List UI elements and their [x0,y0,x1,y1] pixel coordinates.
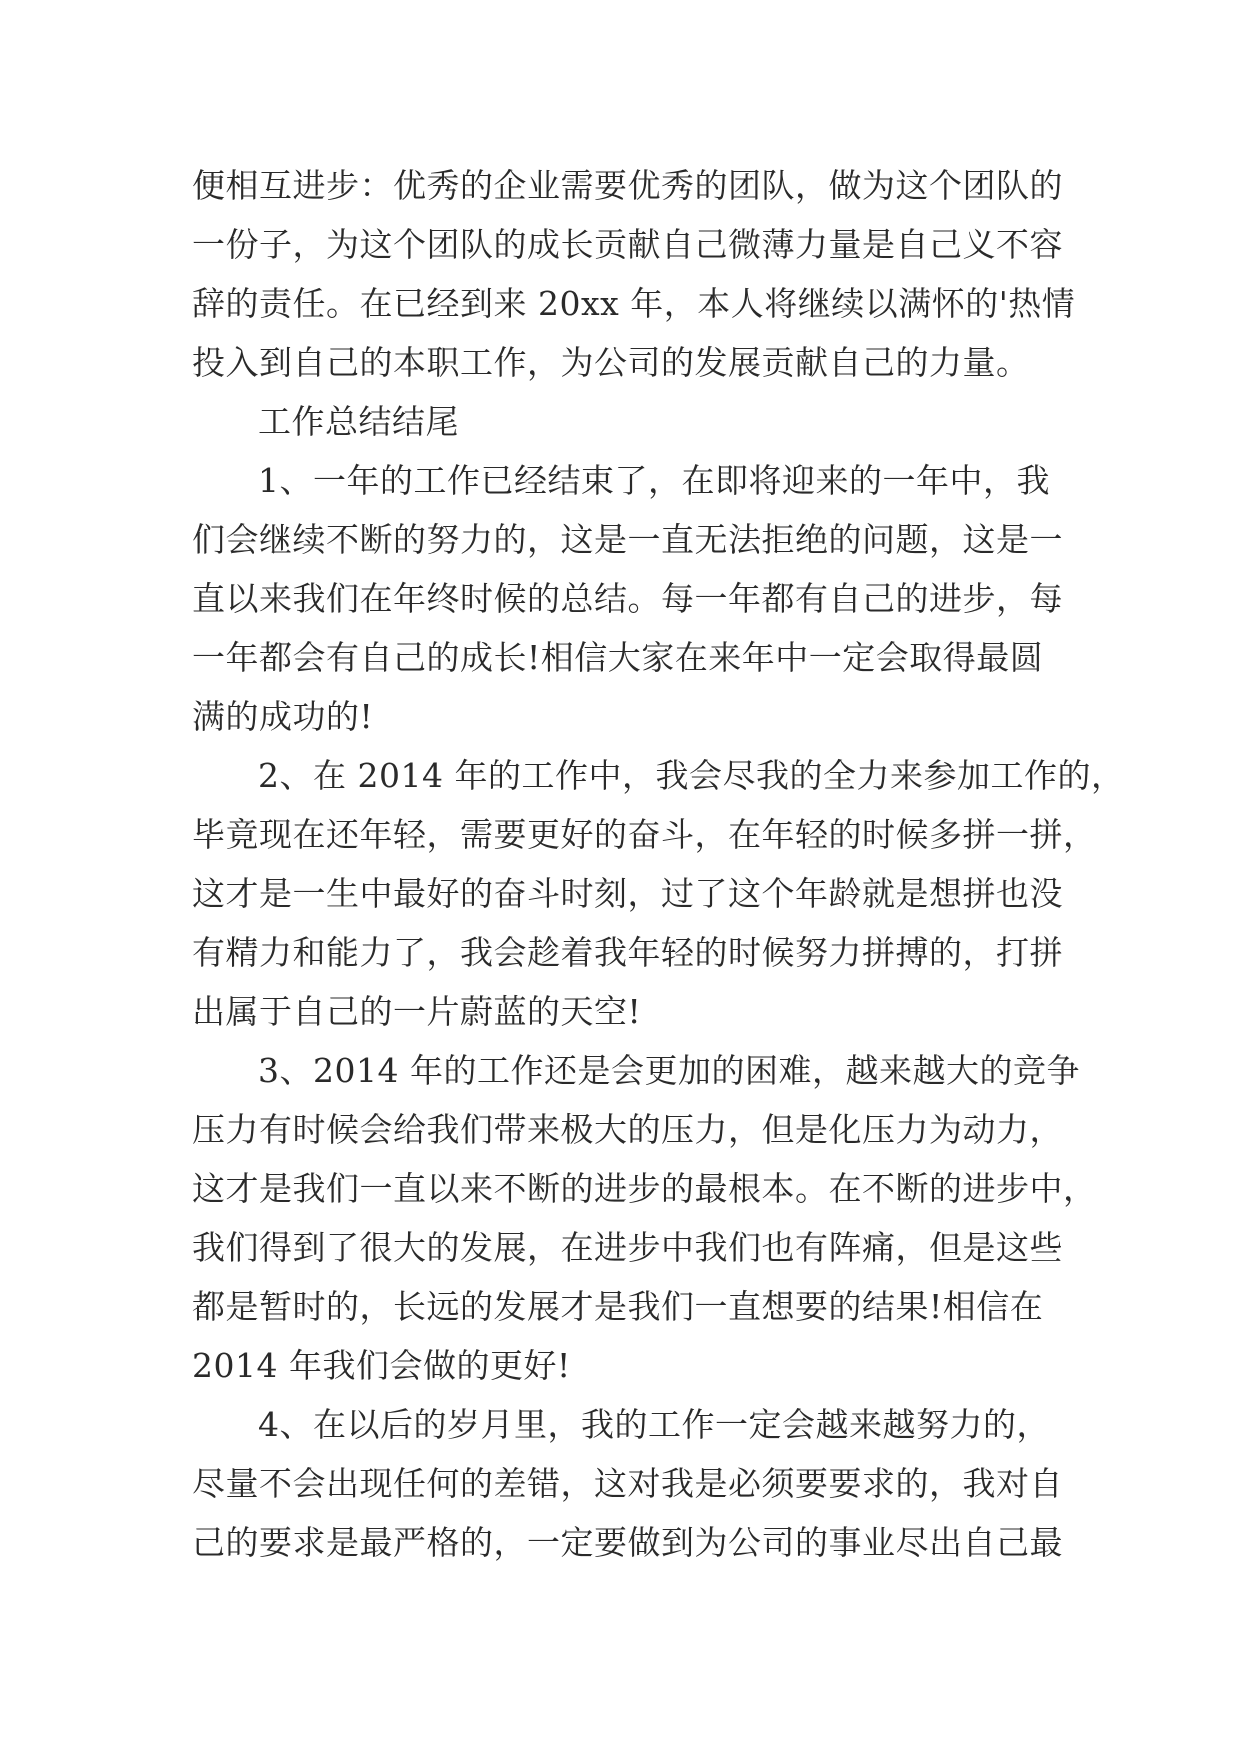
text-line: 一年都会有自己的成长!相信大家在来年中一定会取得最圆 [192,638,1044,677]
text-line: 直以来我们在年终时候的总结。每一年都有自己的进步，每 [192,579,1063,618]
text-line: 3、2014 年的工作还是会更加的困难，越来越大的竞争 [258,1051,1080,1090]
text-line: 压力有时候会给我们带来极大的压力，但是化压力为动力， [192,1110,1063,1149]
text-line: 满的成功的! [192,697,374,736]
text-line: 一份子，为这个团队的成长贡献自己微薄力量是自己义不容 [192,225,1063,264]
text-line: 这才是一生中最好的奋斗时刻，过了这个年龄就是想拼也没 [192,874,1063,913]
text-line: 这才是我们一直以来不断的进步的最根本。在不断的进步中， [192,1169,1097,1208]
text-line: 有精力和能力了，我会趁着我年轻的时候努力拼搏的，打拼 [192,933,1063,972]
text-line: 出属于自己的一片蔚蓝的天空! [192,992,642,1031]
section-heading: 工作总结结尾 [258,402,459,441]
text-line: 我们得到了很大的发展，在进步中我们也有阵痛，但是这些 [192,1228,1063,1267]
text-line: 们会继续不断的努力的，这是一直无法拒绝的问题，这是一 [192,520,1063,559]
text-line: 辞的责任。在已经到来 20xx 年，本人将继续以满怀的'热情 [192,284,1076,323]
text-line: 4、在以后的岁月里，我的工作一定会越来越努力的， [258,1405,1050,1444]
document-body [192,156,1125,1572]
text-line: 便相互进步：优秀的企业需要优秀的团队，做为这个团队的 [192,166,1063,205]
text-line: 2014 年我们会做的更好! [192,1346,571,1385]
text-line: 尽量不会出现任何的差错，这对我是必须要要求的，我对自 [192,1464,1063,1503]
text-line: 投入到自己的本职工作，为公司的发展贡献自己的力量。 [192,343,1030,382]
text-line: 己的要求是最严格的，一定要做到为公司的事业尽出自己最 [192,1523,1063,1562]
text-line: 都是暂时的，长远的发展才是我们一直想要的结果!相信在 [192,1287,1044,1326]
text-line: 1、一年的工作已经结束了，在即将迎来的一年中，我 [258,461,1050,500]
text-line: 2、在 2014 年的工作中，我会尽我的全力来参加工作的， [258,756,1125,795]
text-line: 毕竟现在还年轻，需要更好的奋斗，在年轻的时候多拼一拼， [192,815,1097,854]
